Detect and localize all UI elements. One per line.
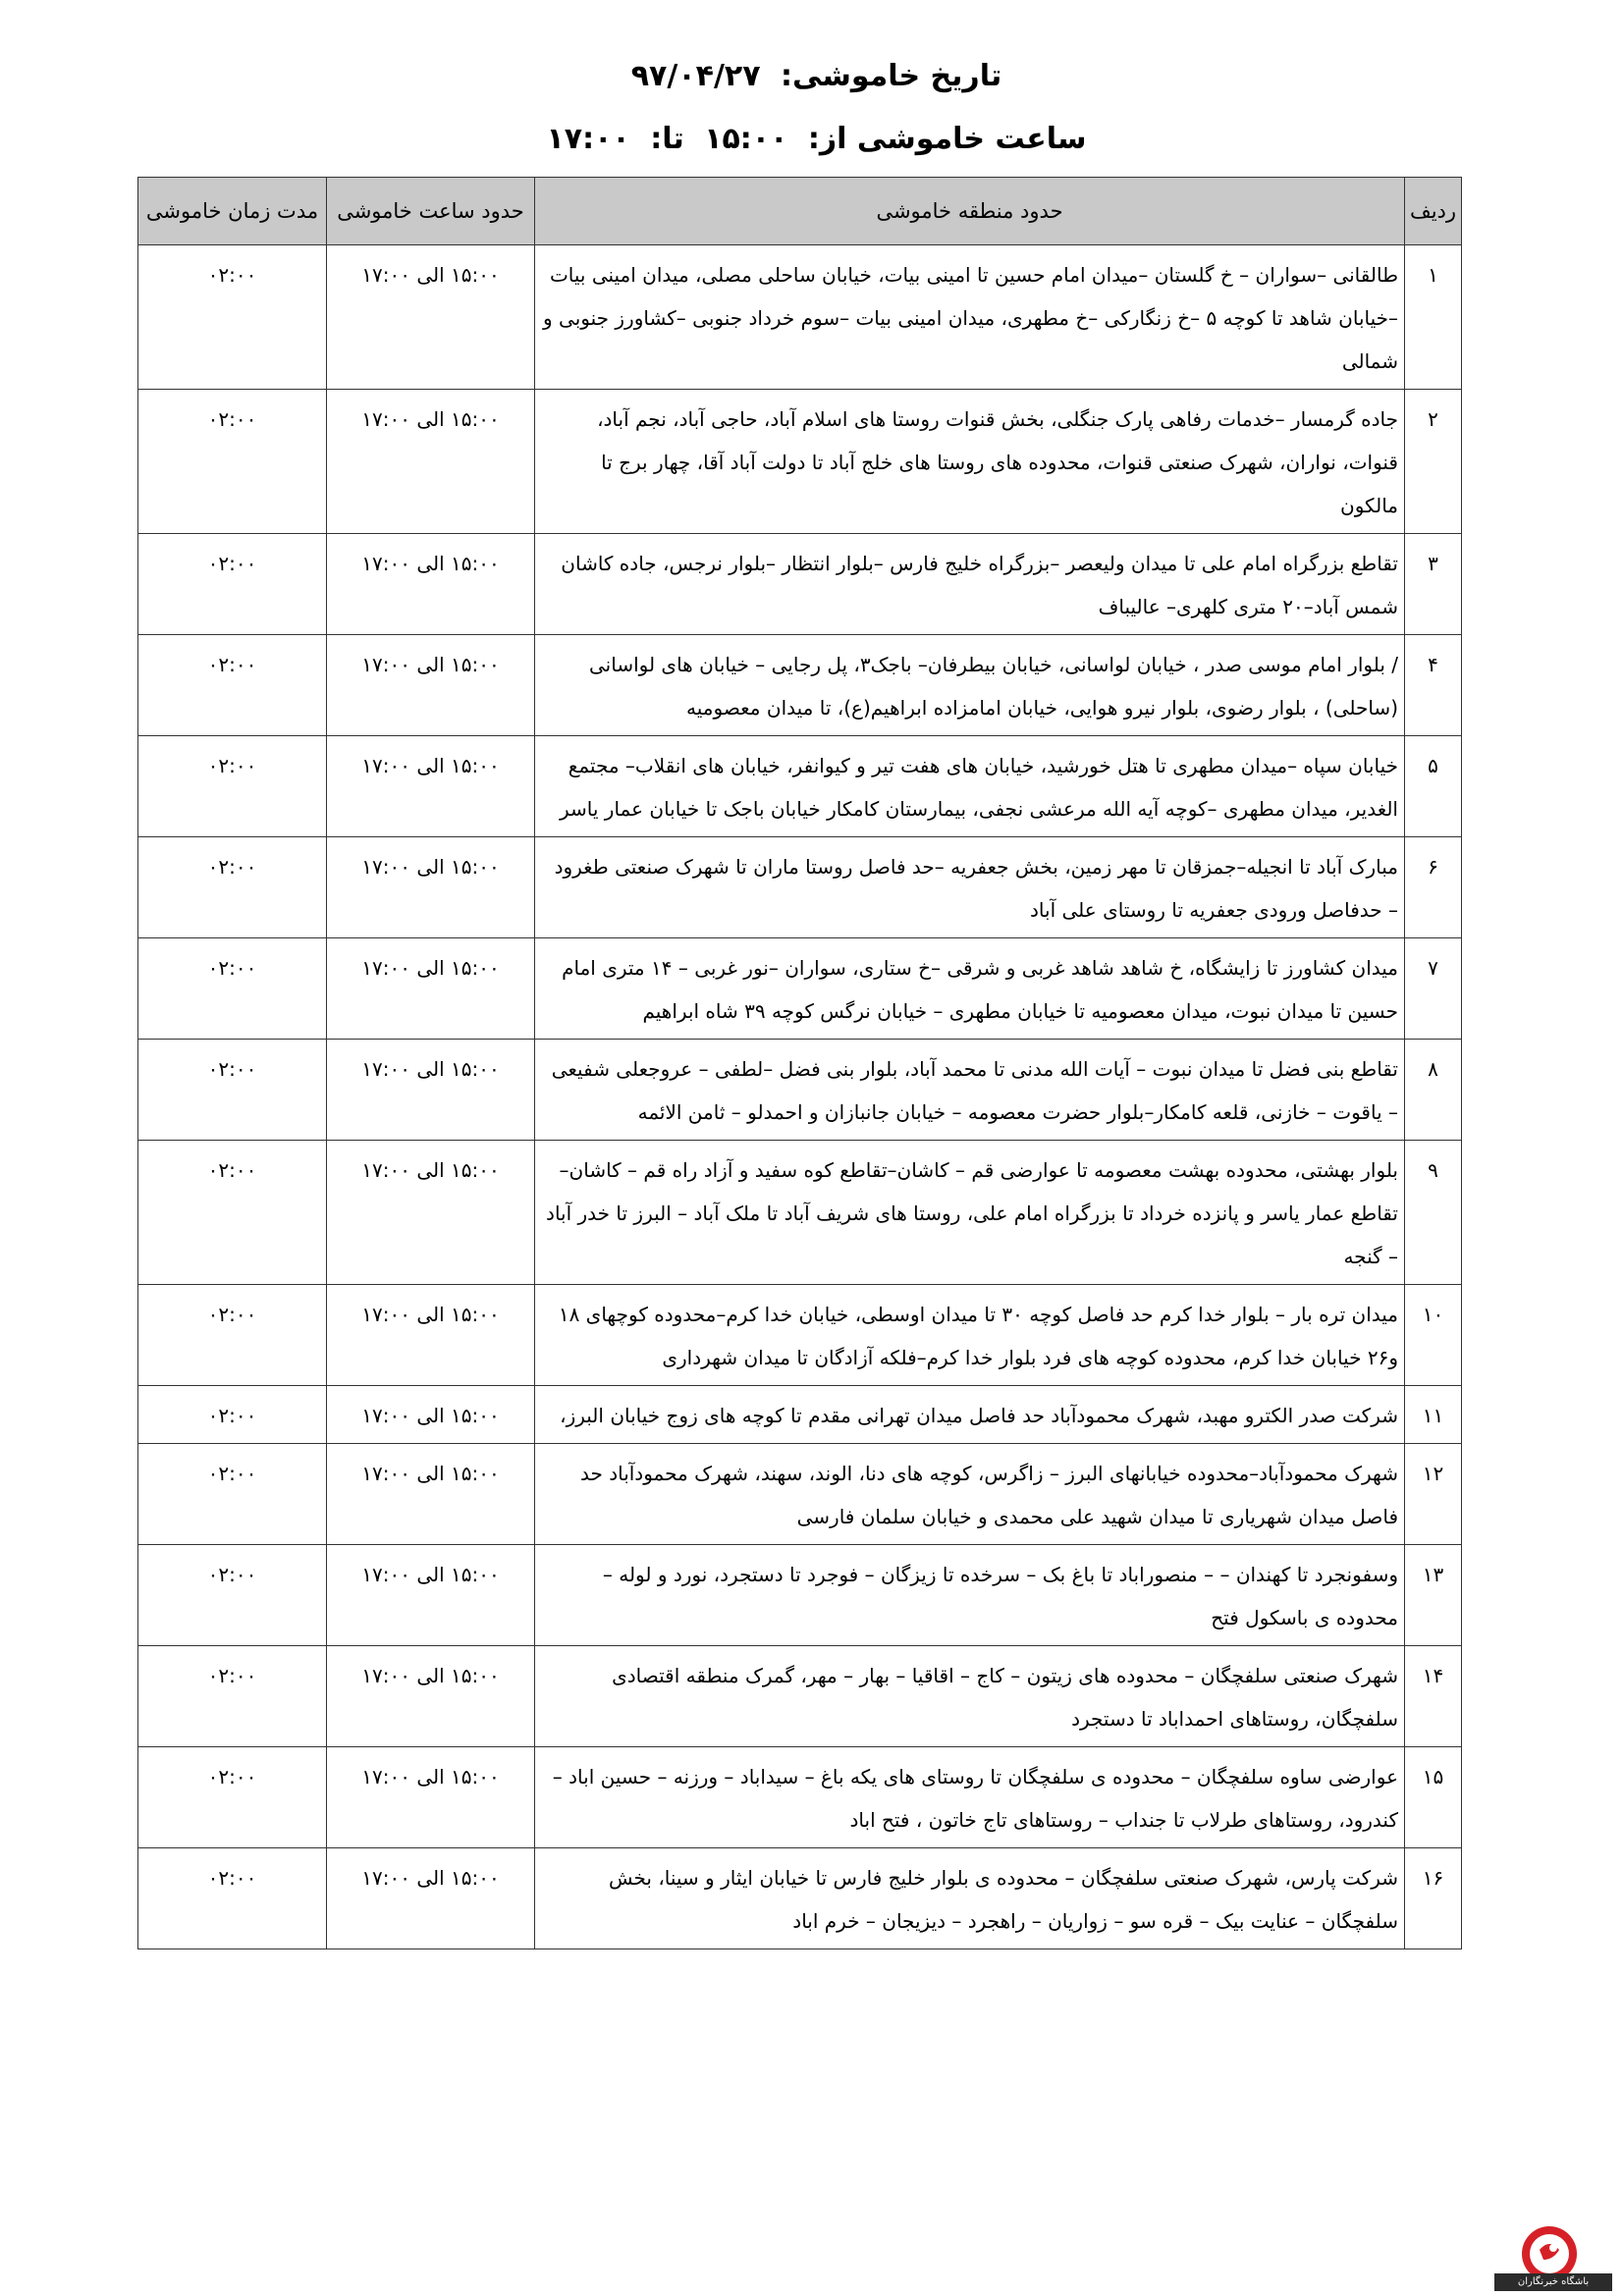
time-label: ساعت خاموشی از: <box>807 122 1087 156</box>
row-index: ۷ <box>1405 938 1462 1040</box>
row-index: ۱۲ <box>1405 1444 1462 1545</box>
row-index: ۱۶ <box>1405 1848 1462 1949</box>
row-duration: ۰۲:۰۰ <box>138 1386 327 1444</box>
row-area: تقاطع بزرگراه امام علی تا میدان ولیعصر –بزرگراه خلیج فارس –بلوار انتظار –بلوار نرجس، جاده کاشان شمس آباد–۲۰ متری کلهری– عالیباف <box>535 534 1405 635</box>
row-time: ۱۵:۰۰ الی ۱۷:۰۰ <box>327 1646 535 1747</box>
table-row <box>138 837 1462 938</box>
row-area: مبارک آباد تا انجیله–جمزقان تا مهر زمین، بخش جعفریه –حد فاصل روستا ماران تا شهرک صنعتی طغرود – حدفاصل ورودی جعفریه تا روستای علی آباد <box>535 837 1405 938</box>
row-index: ۲ <box>1405 390 1462 534</box>
header-duration: مدت زمان خاموشی <box>138 178 327 245</box>
row-time: ۱۵:۰۰ الی ۱۷:۰۰ <box>327 1848 535 1949</box>
table-row <box>138 1141 1462 1285</box>
row-duration: ۰۲:۰۰ <box>138 938 327 1040</box>
row-duration: ۰۲:۰۰ <box>138 390 327 534</box>
outage-table <box>137 177 1462 1949</box>
table-row <box>138 245 1462 390</box>
table-row <box>138 1386 1462 1444</box>
header-time: حدود ساعت خاموشی <box>327 178 535 245</box>
table-row <box>138 534 1462 635</box>
row-index: ۸ <box>1405 1040 1462 1141</box>
row-duration: ۰۲:۰۰ <box>138 1646 327 1747</box>
row-area: جاده گرمسار –خدمات رفاهی پارک جنگلی، بخش قنوات روستا های اسلام آباد، حاجی آباد، نجم آباد، قنوات، نواران، شهرک صنعتی قنوات، محدوده های روستا های خلج آباد تا دولت آباد آقا، چهار برج تا مالکون <box>535 390 1405 534</box>
row-area: طالقانی –سواران – خ گلستان –میدان امام حسین تا امینی بیات، خیابان ساحلی مصلی، میدان امینی بیات –خیابان شاهد تا کوچه ۵ –خ زنگارکی –خ مطهری، میدان امینی بیات –سوم خرداد جنوبی –کشاورز جنوبی و شمالی <box>535 245 1405 390</box>
table-row <box>138 390 1462 534</box>
row-time: ۱۵:۰۰ الی ۱۷:۰۰ <box>327 534 535 635</box>
row-time: ۱۵:۰۰ الی ۱۷:۰۰ <box>327 938 535 1040</box>
row-area: عوارضی ساوه سلفچگان – محدوده ی سلفچگان تا روستای های یکه باغ – سیداباد – ورزنه – حسین اباد – کندرود، روستاهای طرلاب تا جنداب – روستاهای تاج خاتون ، فتح اباد <box>535 1747 1405 1848</box>
row-area: بلوار بهشتی، محدوده بهشت معصومه تا عوارضی قم – کاشان–تقاطع کوه سفید و آزاد راه قم – کاشان–تقاطع عمار یاسر و پانزده خرداد تا بزرگراه امام علی، روستا های شریف آباد تا ملک آباد – البرز تا خدر آباد – گنجه <box>535 1141 1405 1285</box>
row-area: شرکت صدر الکترو مهبد، شهرک محمودآباد حد فاصل میدان تهرانی مقدم تا کوچه های زوج خیابان البرز، <box>535 1386 1405 1444</box>
row-duration: ۰۲:۰۰ <box>138 1040 327 1141</box>
row-index: ۱۴ <box>1405 1646 1462 1747</box>
row-time: ۱۵:۰۰ الی ۱۷:۰۰ <box>327 736 535 837</box>
row-index: ۹ <box>1405 1141 1462 1285</box>
row-duration: ۰۲:۰۰ <box>138 736 327 837</box>
row-area: میدان تره بار – بلوار خدا کرم حد فاصل کوچه ۳۰ تا میدان اوسطی، خیابان خدا کرم–محدوده کوچهای ۱۸ و۲۶ خیابان خدا کرم، محدوده کوچه های فرد بلوار خدا کرم–فلکه آزادگان تا میدان شهرداری <box>535 1285 1405 1386</box>
time-from: ۱۵:۰۰ <box>704 122 788 156</box>
row-duration: ۰۲:۰۰ <box>138 245 327 390</box>
header-index: ردیف <box>1405 178 1462 245</box>
row-time: ۱۵:۰۰ الی ۱۷:۰۰ <box>327 837 535 938</box>
row-area: شرکت پارس، شهرک صنعتی سلفچگان – محدوده ی بلوار خلیج فارس تا خیابان ایثار و سینا، بخش سلفچگان – عنایت بیک – قره سو – زواریان – راهجرد – دیزیجان – خرم اباد <box>535 1848 1405 1949</box>
row-duration: ۰۲:۰۰ <box>138 1747 327 1848</box>
row-time: ۱۵:۰۰ الی ۱۷:۰۰ <box>327 1040 535 1141</box>
row-index: ۱۰ <box>1405 1285 1462 1386</box>
row-index: ۱۱ <box>1405 1386 1462 1444</box>
time-to: ۱۷:۰۰ <box>546 122 630 156</box>
row-time: ۱۵:۰۰ الی ۱۷:۰۰ <box>327 390 535 534</box>
row-index: ۴ <box>1405 635 1462 736</box>
table-row <box>138 1545 1462 1646</box>
row-index: ۵ <box>1405 736 1462 837</box>
table-row <box>138 635 1462 736</box>
row-area: شهرک محمودآباد–محدوده خیابانهای البرز – زاگرس، کوچه های دنا، الوند، سهند، شهرک محمودآباد حد فاصل میدان شهریاری تا میدان شهید علی محمدی و خیابان سلمان فارسی <box>535 1444 1405 1545</box>
table-row <box>138 1040 1462 1141</box>
table-row <box>138 938 1462 1040</box>
row-index: ۱۳ <box>1405 1545 1462 1646</box>
table-body <box>138 245 1462 1949</box>
row-index: ۱۵ <box>1405 1747 1462 1848</box>
row-time: ۱۵:۰۰ الی ۱۷:۰۰ <box>327 1141 535 1285</box>
row-area: وسفونجرد تا کهندان – – منصوراباد تا باغ بک – سرخده تا زیزگان – فوجرد تا دستجرد، نورد و لوله – محدوده ی باسکول فتح <box>535 1545 1405 1646</box>
row-duration: ۰۲:۰۰ <box>138 1141 327 1285</box>
row-duration: ۰۲:۰۰ <box>138 1285 327 1386</box>
row-area: / بلوار امام موسی صدر ، خیابان لواسانی، خیابان بیطرفان– باجک۳، پل رجایی – خیابان های لواسانی (ساحلی) ، بلوار رضوی، بلوار نیرو هوایی، خیابان امامزاده ابراهیم(ع)، تا میدان معصومیه <box>535 635 1405 736</box>
watermark-caption: باشگاه خبرنگاران <box>1494 2273 1612 2291</box>
table-row <box>138 736 1462 837</box>
row-duration: ۰۲:۰۰ <box>138 1848 327 1949</box>
table-row <box>138 1747 1462 1848</box>
row-time: ۱۵:۰۰ الی ۱۷:۰۰ <box>327 1444 535 1545</box>
row-duration: ۰۲:۰۰ <box>138 1545 327 1646</box>
table-row <box>138 1285 1462 1386</box>
row-time: ۱۵:۰۰ الی ۱۷:۰۰ <box>327 245 535 390</box>
header-area: حدود منطقه خاموشی <box>535 178 1405 245</box>
row-area: شهرک صنعتی سلفچگان – محدوده های زیتون – کاج – اقاقیا – بهار – مهر، گمرک منطقه اقتصادی سلفچگان، روستاهای احمداباد تا دستجرد <box>535 1646 1405 1747</box>
date-label: تاریخ خاموشی: <box>780 59 1002 93</box>
row-time: ۱۵:۰۰ الی ۱۷:۰۰ <box>327 1285 535 1386</box>
row-time: ۱۵:۰۰ الی ۱۷:۰۰ <box>327 635 535 736</box>
outage-date-title <box>0 59 1623 93</box>
row-area: تقاطع بنی فضل تا میدان نبوت – آیات الله مدنی تا محمد آباد، بلوار بنی فضل –لطفی – عروجعلی شفیعی – یاقوت – خازنی، قلعه کامکار–بلوار حضرت معصومه – خیابان جانبازان و احمدلو – ثامن الائمه <box>535 1040 1405 1141</box>
row-duration: ۰۲:۰۰ <box>138 837 327 938</box>
date-value: ۹۷/۰۴/۲۷ <box>630 59 761 93</box>
table-header-row <box>138 178 1462 245</box>
row-duration: ۰۲:۰۰ <box>138 635 327 736</box>
row-time: ۱۵:۰۰ الی ۱۷:۰۰ <box>327 1386 535 1444</box>
row-duration: ۰۲:۰۰ <box>138 1444 327 1545</box>
time-to-label: تا: <box>650 122 684 156</box>
row-area: خیابان سپاه –میدان مطهری تا هتل خورشید، خیابان های هفت تیر و کیوانفر، خیابان های انقلاب– مجتمع الغدیر، میدان مطهری –کوچه آیه الله مرعشی نجفی، بیمارستان کامکار خیابان باجک تا خیابان عمار یاسر <box>535 736 1405 837</box>
outage-time-title <box>0 122 1623 156</box>
row-index: ۶ <box>1405 837 1462 938</box>
row-time: ۱۵:۰۰ الی ۱۷:۰۰ <box>327 1747 535 1848</box>
row-area: میدان کشاورز تا زایشگاه، خ شاهد شاهد غربی و شرقی –خ ستاری، سواران –نور غربی – ۱۴ متری امام حسین تا میدان نبوت، میدان معصومیه تا خیابان مطهری – خیابان نرگس کوچه ۳۹ شاه ابراهیم <box>535 938 1405 1040</box>
row-index: ۳ <box>1405 534 1462 635</box>
row-time: ۱۵:۰۰ الی ۱۷:۰۰ <box>327 1545 535 1646</box>
row-duration: ۰۲:۰۰ <box>138 534 327 635</box>
table-row <box>138 1646 1462 1747</box>
row-index: ۱ <box>1405 245 1462 390</box>
table-row <box>138 1848 1462 1949</box>
table-row <box>138 1444 1462 1545</box>
